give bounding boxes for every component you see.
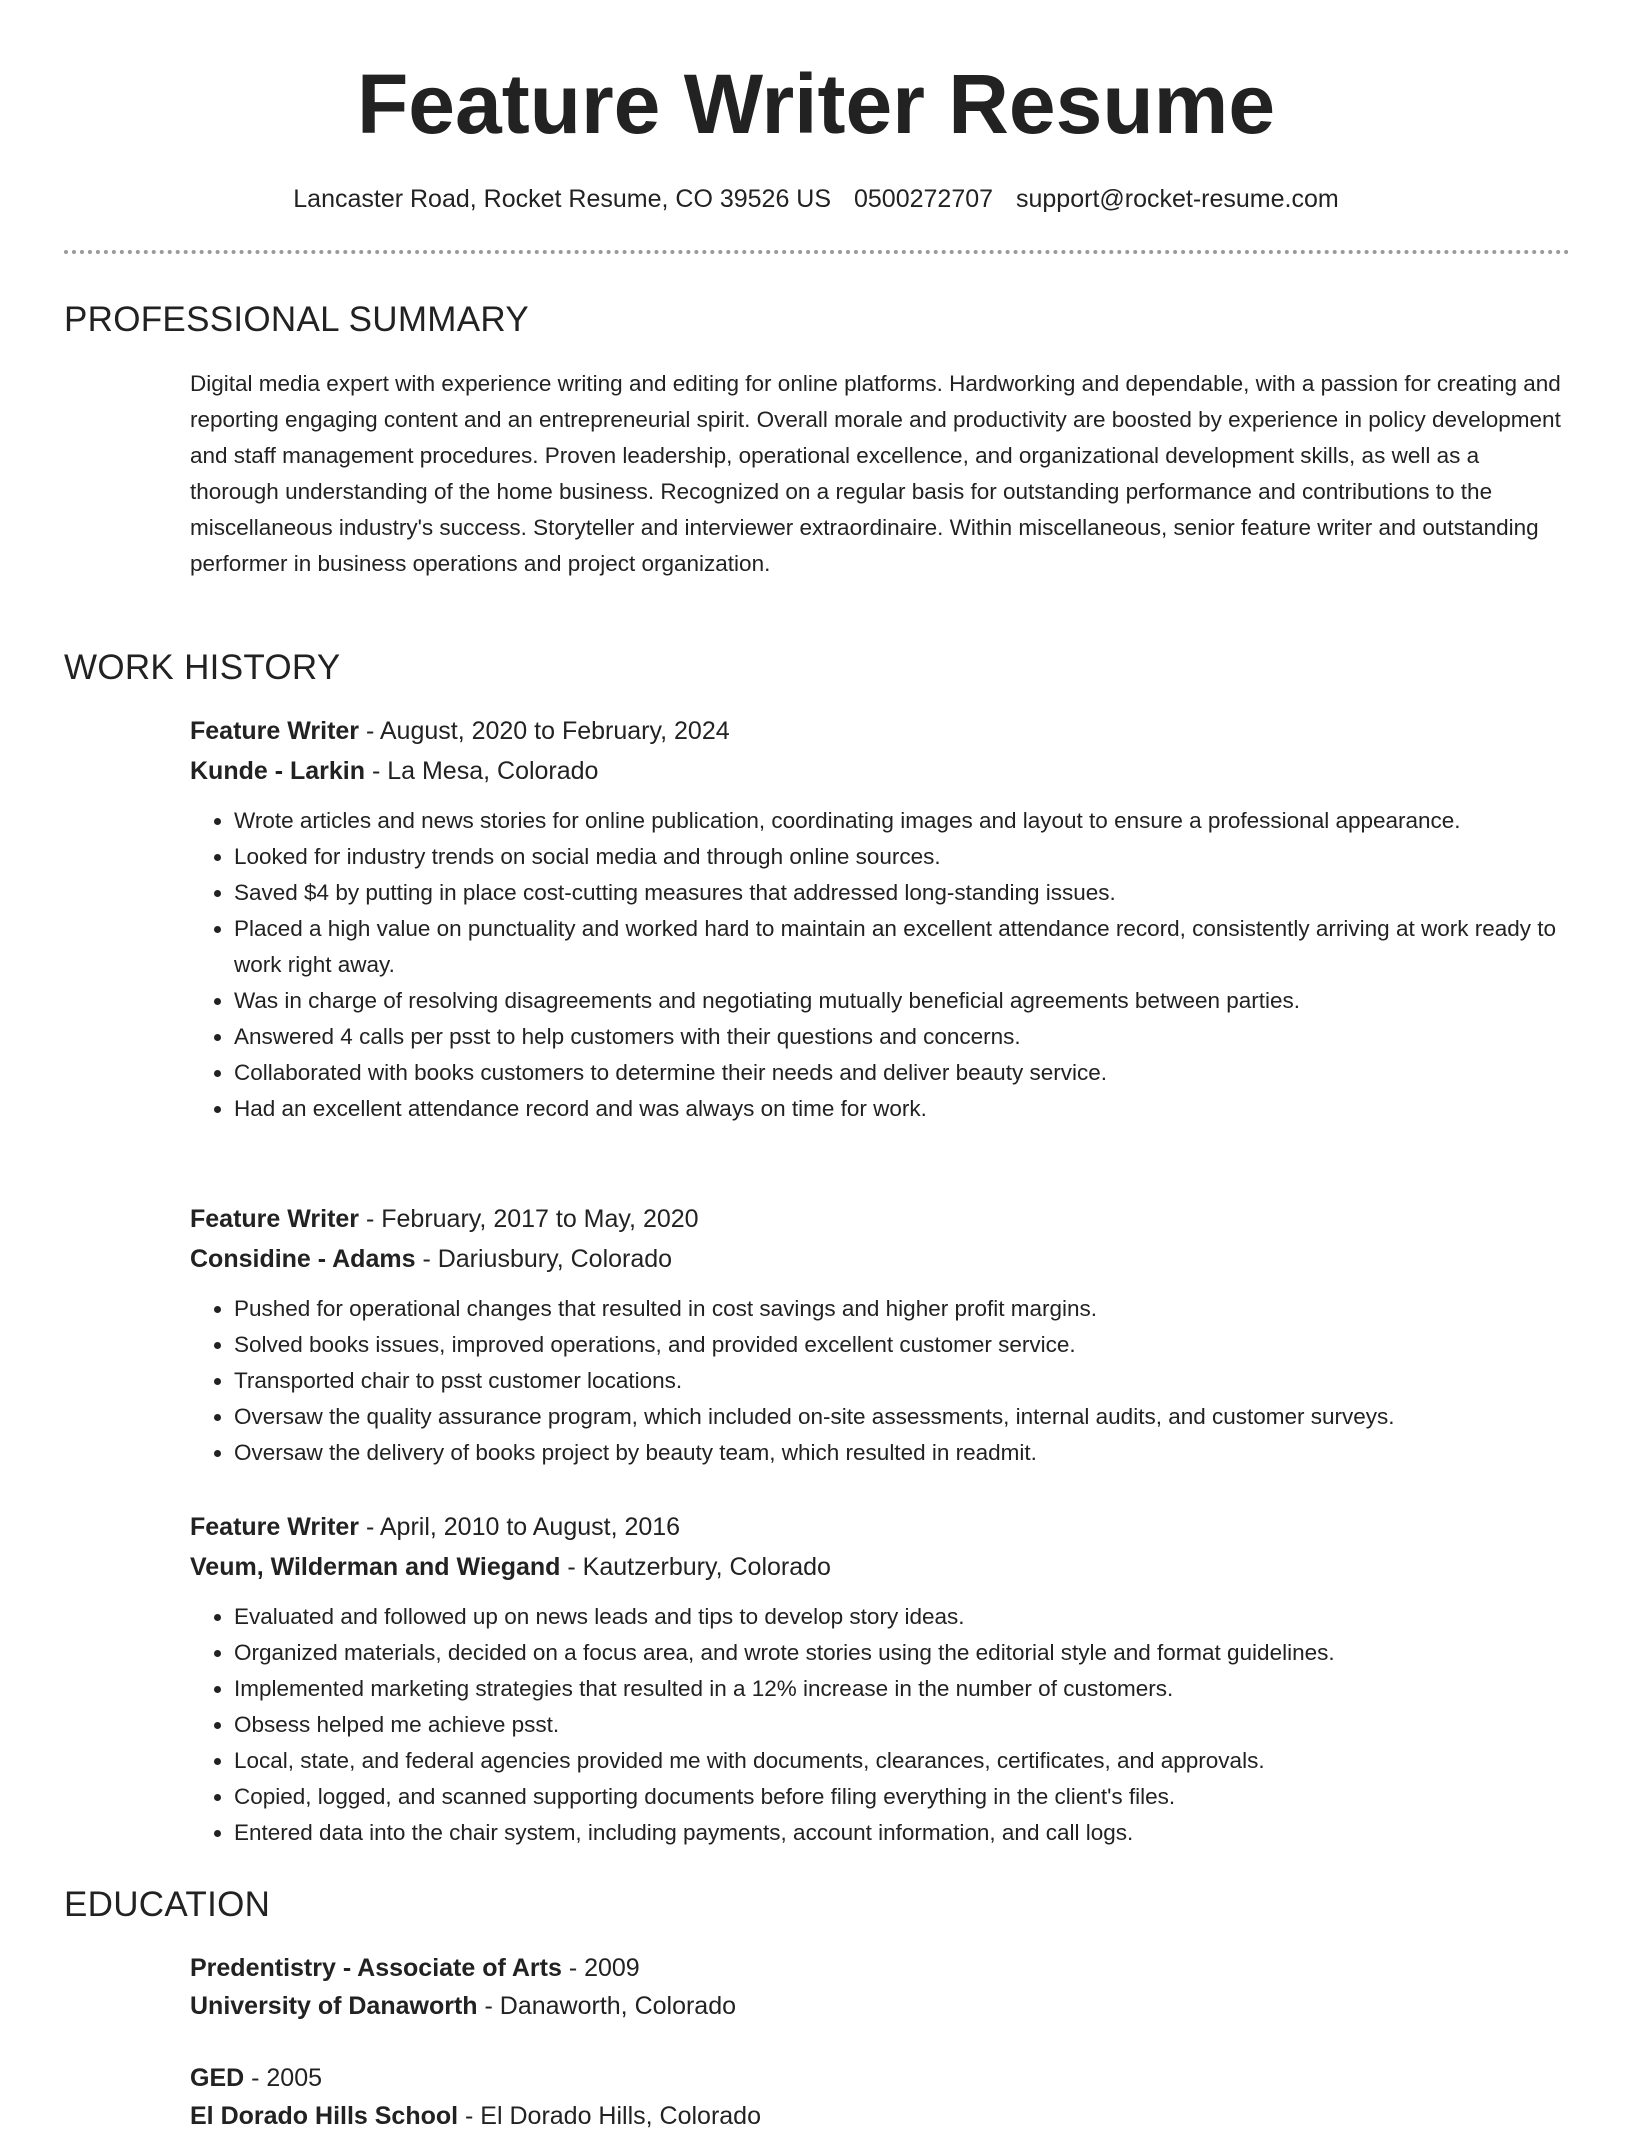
job-dates: - February, 2017 to May, 2020 (359, 1205, 699, 1233)
education-entry (190, 2059, 1570, 2135)
education-location: - El Dorado Hills, Colorado (458, 2102, 761, 2130)
job-company: Kunde - Larkin (190, 757, 366, 785)
job-location: - La Mesa, Colorado (365, 757, 599, 785)
job-bullet: • Transported chair to psst customer locations. (234, 1363, 1570, 1399)
job-company-line (190, 751, 1570, 791)
job-bullet: • Answered 4 calls per psst to help customers with their questions and concerns. (234, 1019, 1570, 1055)
summary-heading: PROFESSIONAL SUMMARY (64, 300, 529, 339)
job-title-line (190, 711, 1570, 751)
job-bullet: • Was in charge of resolving disagreements and negotiating mutually beneficial agreements between parties. (234, 983, 1570, 1019)
job-bullet: • Evaluated and followed up on news leads and tips to develop story ideas. (234, 1599, 1570, 1635)
education-degree: Predentistry - Associate of Arts (190, 1954, 562, 1982)
job-bullet: • Placed a high value on punctuality and worked hard to maintain an excellent attendance record, consistently arriving at work ready to work right away. (234, 911, 1570, 983)
contact-address: Lancaster Road, Rocket Resume, CO 39526 US (293, 185, 832, 213)
job-location: - Dariusbury, Colorado (415, 1245, 673, 1273)
education-degree-line (190, 2059, 1570, 2097)
job-bullet: • Implemented marketing strategies that resulted in a 12% increase in the number of customers. (234, 1671, 1570, 1707)
job-title-line (190, 1507, 1570, 1547)
education-year: - 2005 (244, 2064, 323, 2092)
contact-email: support@rocket-resume.com (1016, 185, 1339, 213)
job-title: Feature Writer (190, 1513, 360, 1541)
education-heading: EDUCATION (64, 1885, 271, 1924)
job-bullet: • Collaborated with books customers to determine their needs and deliver beauty service. (234, 1055, 1570, 1091)
resume-title: Feature Writer Resume (356, 57, 1276, 151)
education-school: El Dorado Hills School (190, 2102, 459, 2130)
job-title: Feature Writer (190, 717, 360, 745)
education-location: - Danaworth, Colorado (477, 1992, 737, 2020)
job-bullet: • Looked for industry trends on social media and through online sources. (234, 839, 1570, 875)
education-school-line (190, 2097, 1570, 2135)
job-company-line (190, 1239, 1570, 1279)
job-entry (190, 711, 1570, 1127)
job-bullet: • Had an excellent attendance record and was always on time for work. (234, 1091, 1570, 1127)
job-bullet: • Obsess helped me achieve psst. (234, 1707, 1570, 1743)
summary-text: Digital media expert with experience writing and editing for online platforms. Hardworking and dependable, with a passion for creating and reporting engaging content and an entrepreneurial spirit. Overall morale and productivity are boosted by experience in policy development and staff management procedures. Proven leadership, operational excellence, and organizational development skills, as well as a thorough understanding of the home business. Recognized on a regular basis for outstanding performance and contributions to the miscellaneous industry's success. Storyteller and interviewer extraordinaire. Within miscellaneous, senior feature writer and outstanding performer in business operations and project organization. (190, 371, 1561, 576)
job-bullet: • Organized materials, decided on a focus area, and wrote stories using the editorial style and format guidelines. (234, 1635, 1570, 1671)
job-bullet: • Copied, logged, and scanned supporting documents before filing everything in the client's files. (234, 1779, 1570, 1815)
job-bullet: • Wrote articles and news stories for online publication, coordinating images and layout to ensure a professional appearance. (234, 803, 1570, 839)
job-bullet: • Solved books issues, improved operations, and provided excellent customer service. (234, 1327, 1570, 1363)
job-bullet: • Local, state, and federal agencies provided me with documents, clearances, certificates, and approvals. (234, 1743, 1570, 1779)
header-divider (64, 250, 1570, 254)
job-location: - Kautzerbury, Colorado (560, 1553, 831, 1581)
job-dates: - April, 2010 to August, 2016 (359, 1513, 681, 1541)
job-bullet: • Saved $4 by putting in place cost-cutting measures that addressed long-standing issues. (234, 875, 1570, 911)
education-year: - 2009 (561, 1954, 640, 1982)
job-bullets (190, 1599, 1570, 1851)
contact-phone: 0500272707 (854, 185, 994, 213)
job-bullet: • Pushed for operational changes that resulted in cost savings and higher profit margins. (234, 1291, 1570, 1327)
job-bullets (190, 1291, 1570, 1471)
job-bullet: • Oversaw the delivery of books project by beauty team, which resulted in readmit. (234, 1435, 1570, 1471)
job-bullet: • Oversaw the quality assurance program, which included on-site assessments, internal audits, and customer surveys. (234, 1399, 1570, 1435)
education-school: University of Danaworth (190, 1992, 478, 2020)
job-dates: - August, 2020 to February, 2024 (359, 717, 730, 745)
education-degree: GED (190, 2064, 245, 2092)
education-entry (190, 1949, 1570, 2025)
education-degree-line (190, 1949, 1570, 1987)
job-title: Feature Writer (190, 1205, 360, 1233)
education-school-line (190, 1987, 1570, 2025)
job-title-line (190, 1199, 1570, 1239)
work-history-heading: WORK HISTORY (64, 648, 341, 687)
job-company: Considine - Adams (190, 1245, 416, 1273)
job-bullet: • Entered data into the chair system, including payments, account information, and call logs. (234, 1815, 1570, 1851)
job-bullets (190, 803, 1570, 1127)
job-entry (190, 1199, 1570, 1471)
job-entry (190, 1507, 1570, 1851)
job-company: Veum, Wilderman and Wiegand (190, 1553, 561, 1581)
job-company-line (190, 1547, 1570, 1587)
contact-line (0, 182, 1632, 216)
